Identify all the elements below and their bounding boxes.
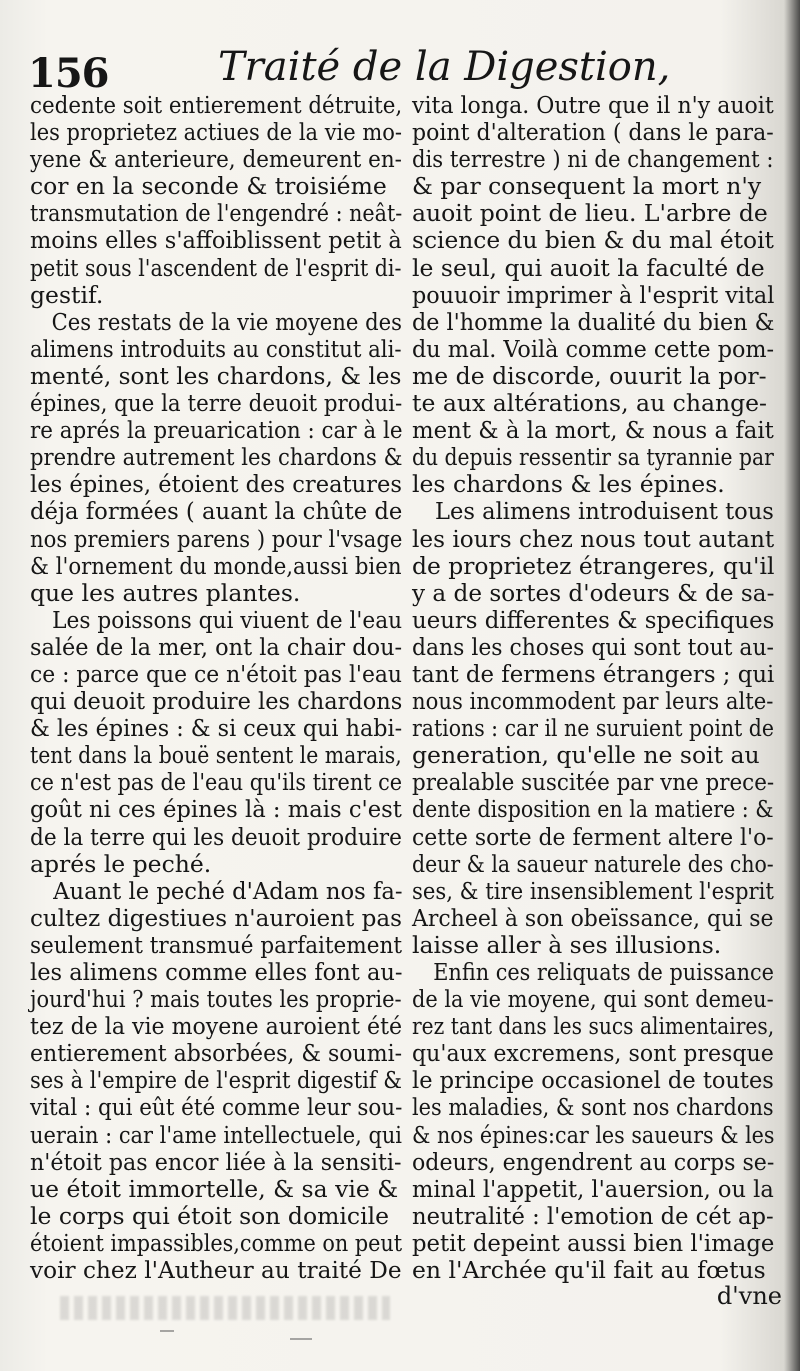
text-line: qui deuoit produire les chardons <box>30 687 403 716</box>
text-line: les maladies, & sont nos chardons <box>412 1093 774 1122</box>
text-line: de l'homme la dualité du bien & <box>412 307 775 336</box>
catchword: d'vne <box>716 1282 782 1310</box>
text-line: de la terre qui les deuoit produire <box>30 822 402 851</box>
text-line: les épines, étoient des creatures <box>30 470 402 499</box>
text-line: menté, sont les chardons, & les <box>30 361 402 390</box>
text-line: aprés le peché. <box>30 849 212 878</box>
ink-speck <box>160 1330 174 1332</box>
right-text-column <box>412 92 774 1284</box>
text-line: de la vie moyene, qui sont demeu- <box>412 985 774 1014</box>
text-line: jourd'hui ? mais toutes les proprie- <box>30 985 402 1014</box>
text-line: épines, que la terre deuoit produi- <box>30 389 403 418</box>
text-line: Enfin ces reliquats de puissance <box>433 958 774 986</box>
text-line: Archeel à son obeïssance, qui se <box>412 903 774 932</box>
page-number: 156 <box>28 50 109 97</box>
text-line: le corps qui étoit son domicile <box>30 1201 390 1230</box>
text-line: voir chez l'Autheur au traité De <box>30 1256 402 1285</box>
text-line: laisse aller à ses illusions. <box>412 930 722 959</box>
text-line: ce n'est pas de l'eau qu'ils tirent ce <box>30 768 403 797</box>
text-line: Ces restats de la vie moyene des <box>51 307 402 336</box>
text-line: entierement absorbées, & soumi- <box>30 1039 403 1068</box>
text-line: nous incommodent par leurs alte- <box>412 687 774 716</box>
running-title: Traité de la Digestion, <box>218 44 671 90</box>
text-line: les iours chez nous tout autant <box>412 524 775 553</box>
text-line: moins elles s'affoiblissent petit à <box>30 226 402 255</box>
text-line: petit depeint aussi bien l'image <box>412 1228 775 1257</box>
left-text-column <box>30 92 402 1284</box>
running-head <box>28 42 768 98</box>
text-line: déja formées ( auant la chûte de <box>30 497 403 526</box>
text-line: cette sorte de ferment altere l'o- <box>412 822 774 851</box>
text-line: prendre autrement les chardons & <box>30 443 403 472</box>
text-line: que les autres plantes. <box>30 578 301 607</box>
text-line: vital : qui eût été comme leur sou- <box>30 1093 403 1122</box>
text-line: tent dans la bouë sentent le marais, <box>30 741 402 770</box>
text-line: odeurs, engendrent au corps se- <box>412 1147 775 1176</box>
text-line: qu'aux excremens, sont presque <box>412 1039 774 1068</box>
text-line: rez tant dans les sucs alimentaires, <box>412 1012 775 1041</box>
text-line: en l'Archée qu'il fait au fœtus <box>412 1256 766 1285</box>
text-line: tez de la vie moyene auroient été <box>30 1012 403 1041</box>
text-line: prealable suscitée par vne prece- <box>412 768 775 797</box>
text-line: ue étoit immortelle, & sa vie & <box>30 1174 399 1203</box>
show-through-text <box>60 1296 390 1320</box>
text-line: les chardons & les épines. <box>412 470 725 499</box>
text-line: ses à l'empire de l'esprit digestif & <box>30 1066 402 1095</box>
text-line: Auant le peché d'Adam nos fa- <box>53 876 403 905</box>
text-line: nos premiers parens ) pour l'vsage <box>30 524 403 553</box>
text-line: deur & la saueur naturele des cho- <box>412 849 774 878</box>
text-line: ce : parce que ce n'étoit pas l'eau <box>30 659 402 688</box>
text-line: rations : car il ne suruient point de <box>412 714 774 743</box>
text-line: vita longa. Outre que il n'y auoit <box>412 91 774 119</box>
text-line: cultez digestiues n'auroient pas <box>30 903 403 932</box>
text-line: petit sous l'ascendent de l'esprit di- <box>30 253 402 282</box>
text-line: étoient impassibles,comme on peut <box>30 1228 403 1257</box>
text-line: goût ni ces épines là : mais c'est <box>30 795 402 824</box>
text-line: cedente soit entierement détruite, <box>30 91 403 119</box>
text-line: & les épines : & si ceux qui habi- <box>30 714 403 743</box>
ink-speck <box>290 1338 312 1340</box>
text-line: pouuoir imprimer à l'esprit vital <box>412 280 775 309</box>
text-line: & nos épines:car les saueurs & les <box>412 1120 775 1149</box>
text-line: y a de sortes d'odeurs & de sa- <box>412 578 775 607</box>
text-line: du depuis ressentir sa tyrannie par <box>412 443 774 472</box>
text-line: re aprés la preuarication : car à le <box>30 416 403 445</box>
text-line: le principe occasionel de toutes <box>412 1066 774 1095</box>
text-line: gestif. <box>30 280 104 309</box>
text-line: dis terrestre ) ni de changement : <box>412 145 774 174</box>
text-line: tant de fermens étrangers ; qui <box>412 659 775 688</box>
text-line: dans les choses qui sont tout au- <box>412 632 774 661</box>
text-line: te aux altérations, au change- <box>412 389 768 418</box>
text-line: auoit point de lieu. L'arbre de <box>412 199 768 228</box>
text-line: yene & anterieure, demeurent en- <box>30 145 402 174</box>
text-line: point d'alteration ( dans le para- <box>412 118 774 147</box>
text-line: les proprietez actiues de la vie mo- <box>30 118 402 147</box>
text-line: dente disposition en la matiere : & <box>412 795 774 824</box>
text-line: Les alimens introduisent tous <box>435 497 774 526</box>
text-line: transmutation de l'engendré : neât- <box>30 199 403 228</box>
text-line: salée de la mer, ont la chair dou- <box>30 632 403 661</box>
text-line: uerain : car l'ame intellectuele, qui <box>30 1120 402 1149</box>
text-line: le seul, qui auoit la faculté de <box>412 253 765 282</box>
text-line: alimens introduits au constitut ali- <box>30 334 402 363</box>
text-line: & l'ornement du monde,aussi bien <box>30 551 402 580</box>
text-line: neutralité : l'emotion de cét ap- <box>412 1201 774 1230</box>
text-line: ment & à la mort, & nous a fait <box>412 416 774 445</box>
text-line: generation, qu'elle ne soit au <box>412 741 760 770</box>
text-line: me de discorde, ouurit la por- <box>412 361 767 390</box>
text-line: science du bien & du mal étoit <box>412 226 774 255</box>
text-line: cor en la seconde & troisiéme <box>30 172 387 201</box>
text-line: minal l'appetit, l'auersion, ou la <box>412 1174 774 1203</box>
text-line: & par consequent la mort n'y <box>412 172 762 201</box>
text-line: de proprietez étrangeres, qu'il <box>412 551 775 580</box>
text-line: ses, & tire insensiblement l'esprit <box>412 876 774 905</box>
text-line: seulement transmué parfaitement <box>30 930 402 959</box>
text-line: n'étoit pas encor liée à la sensiti- <box>30 1147 402 1176</box>
text-line: du mal. Voilà comme cette pom- <box>412 334 775 363</box>
text-line: ueurs differentes & specifiques <box>412 605 775 634</box>
text-line: les alimens comme elles font au- <box>30 958 403 986</box>
text-line: Les poissons qui viuent de l'eau <box>52 605 403 634</box>
